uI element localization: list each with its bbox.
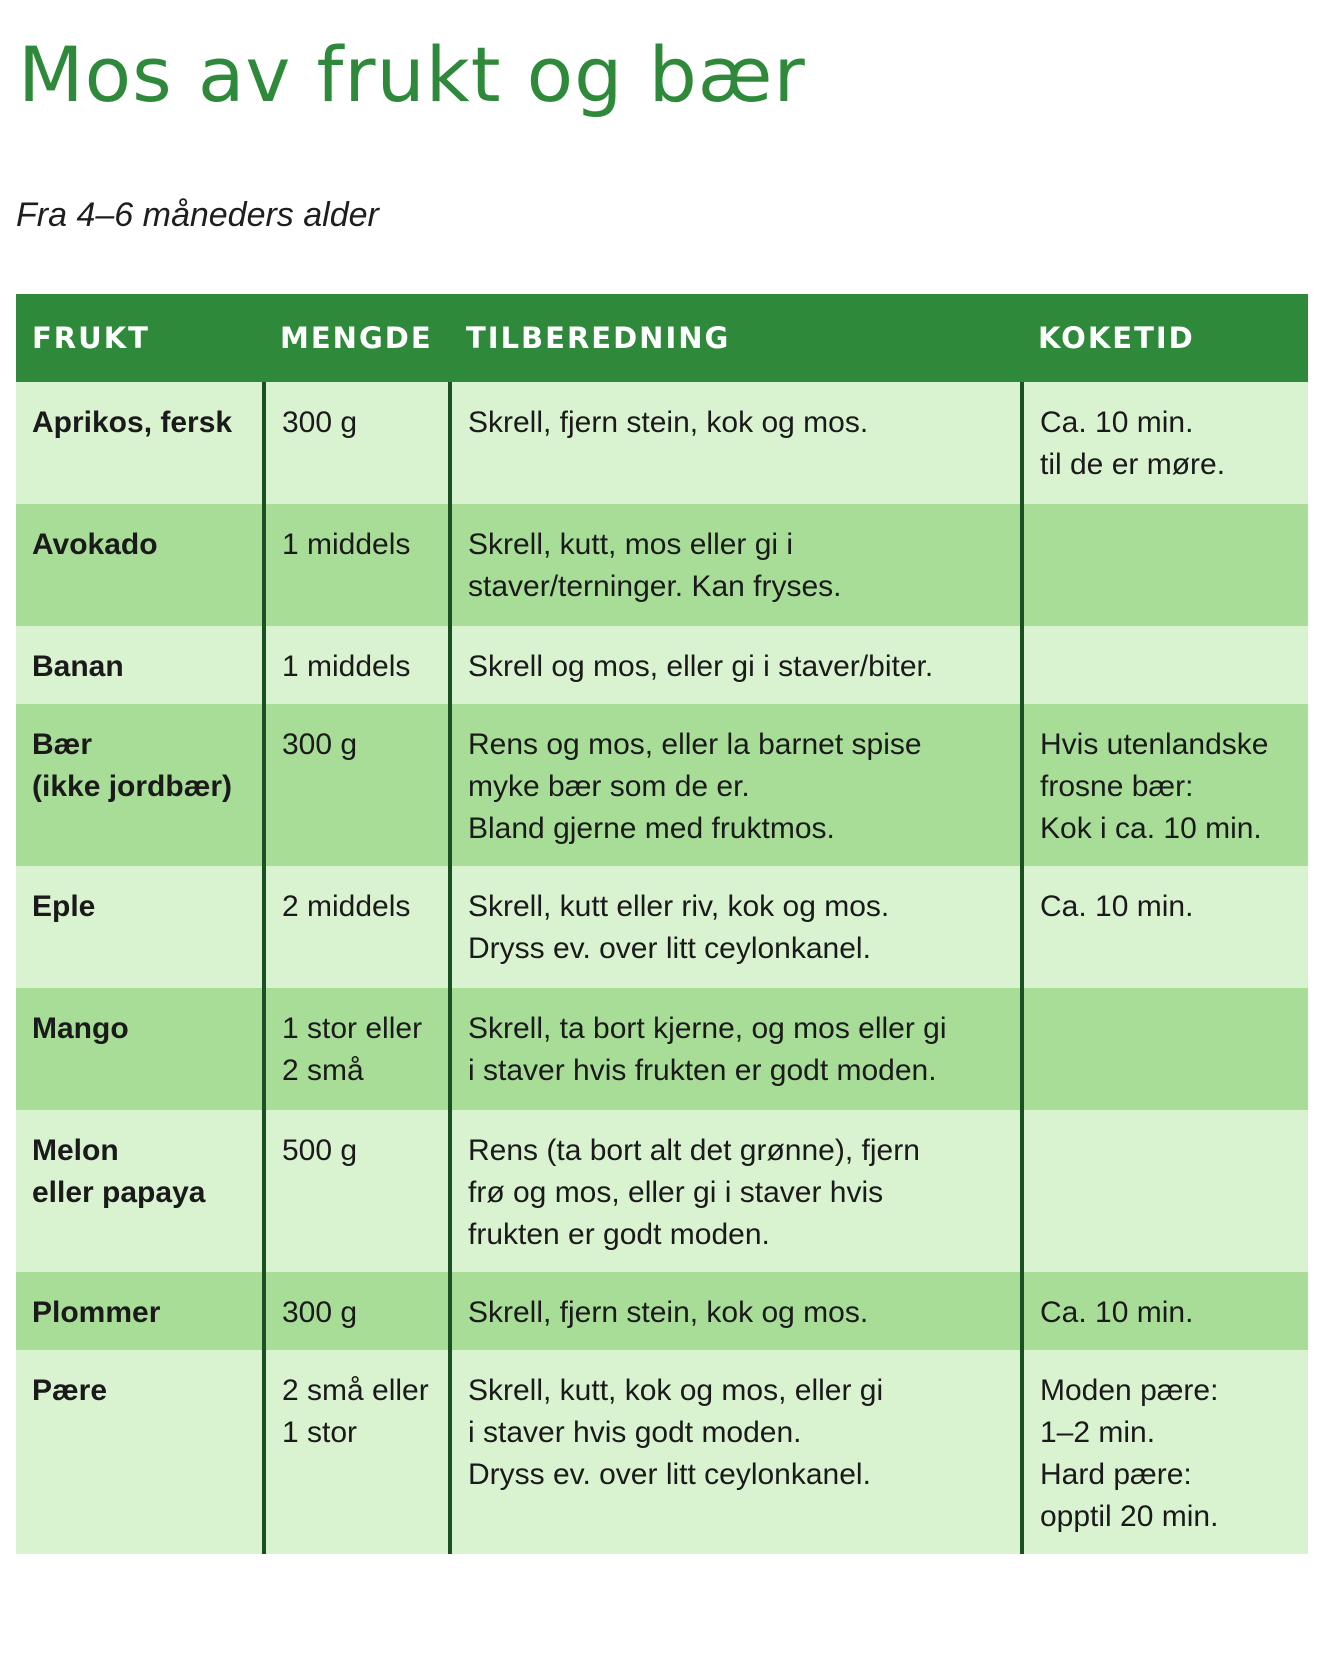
cell-frukt [16,504,264,626]
cell-koketid-line: frosne bær: [1040,770,1194,803]
cell-frukt-line: Pære [32,1374,108,1407]
cell-tilberedning-line: Skrell, fjern stein, kok og mos. [468,406,869,439]
cell-koketid [1022,704,1308,866]
cell-tilberedning-line: Dryss ev. over litt ceylonkanel. [468,932,871,965]
cell-tilberedning [450,1350,1022,1554]
table-row [16,704,1308,866]
cell-koketid-line: Ca. 10 min. [1040,1296,1194,1329]
cell-koketid-line: Ca. 10 min. [1040,406,1194,439]
table-body [16,382,1308,1554]
column-header-koketid: KOKETID [1038,321,1195,355]
cell-frukt-line: Plommer [32,1296,161,1329]
cell-frukt-line: Melon [32,1134,119,1167]
cell-mengde [264,504,450,626]
cell-koketid-line: 1–2 min. [1040,1416,1156,1449]
cell-tilberedning-line: i staver hvis frukten er godt moden. [468,1054,937,1087]
cell-tilberedning-line: frukten er godt moden. [468,1218,770,1251]
cell-tilberedning-line: Rens og mos, eller la barnet spise [468,728,922,761]
cell-tilberedning-line: Skrell og mos, eller gi i staver/biter. [468,650,934,683]
cell-frukt-line: eller papaya [32,1176,206,1209]
cell-frukt [16,988,264,1110]
cell-frukt [16,626,264,704]
cell-frukt [16,382,264,504]
cell-mengde-line: 2 små [282,1054,364,1087]
cell-mengde [264,1350,450,1554]
cell-koketid-line: Hard pære: [1040,1458,1192,1491]
cell-mengde-line: 1 stor [282,1416,358,1449]
cell-mengde [264,866,450,988]
cell-koketid [1022,504,1308,626]
cell-tilberedning [450,504,1022,626]
table-row [16,1110,1308,1272]
cell-tilberedning-line: Skrell, ta bort kjerne, og mos eller gi [468,1012,947,1045]
cell-frukt [16,1350,264,1554]
cell-koketid [1022,866,1308,988]
cell-koketid [1022,988,1308,1110]
cell-frukt-line: Bær [32,728,93,761]
table-row [16,1350,1308,1554]
cell-mengde-line: 2 middels [282,890,411,923]
cell-mengde-line: 300 g [282,406,358,439]
cell-tilberedning [450,988,1022,1110]
cell-frukt [16,1272,264,1350]
cell-mengde-line: 500 g [282,1134,358,1167]
cell-frukt [16,866,264,988]
table-row [16,626,1308,704]
column-header-tilberedning: TILBEREDNING [466,321,731,355]
cell-tilberedning-line: Skrell, kutt eller riv, kok og mos. [468,890,890,923]
cell-frukt [16,1110,264,1272]
cell-tilberedning [450,626,1022,704]
cell-koketid-line: Ca. 10 min. [1040,890,1194,923]
page-title: Mos av frukt og bær [18,30,806,119]
recipe-table-container [16,294,1308,1554]
cell-tilberedning-line: i staver hvis godt moden. [468,1416,802,1449]
cell-koketid-line: Moden pære: [1040,1374,1219,1407]
cell-frukt-line: Eple [32,890,96,923]
cell-mengde [264,626,450,704]
cell-frukt-line: (ikke jordbær) [32,770,233,803]
cell-koketid-line: opptil 20 min. [1040,1500,1219,1533]
cell-frukt-line: Banan [32,650,124,683]
cell-koketid-line: Hvis utenlandske [1040,728,1269,761]
table-header-row [16,294,1308,382]
cell-koketid [1022,1350,1308,1554]
table-row [16,504,1308,626]
cell-tilberedning-line: Skrell, kutt, mos eller gi i [468,528,794,561]
cell-mengde-line: 300 g [282,1296,358,1329]
cell-tilberedning [450,382,1022,504]
cell-tilberedning-line: myke bær som de er. [468,770,750,803]
cell-frukt-line: Avokado [32,528,158,561]
cell-mengde [264,1110,450,1272]
cell-tilberedning [450,704,1022,866]
cell-tilberedning [450,866,1022,988]
cell-tilberedning-line: Rens (ta bort alt det grønne), fjern [468,1134,920,1167]
cell-mengde [264,382,450,504]
table-row [16,382,1308,504]
table-row [16,988,1308,1110]
cell-mengde [264,988,450,1110]
table-header [16,294,1308,382]
cell-koketid-line: Kok i ca. 10 min. [1040,812,1262,845]
cell-tilberedning [450,1272,1022,1350]
table-row [16,866,1308,988]
cell-tilberedning [450,1110,1022,1272]
cell-koketid [1022,382,1308,504]
cell-tilberedning-line: Skrell, kutt, kok og mos, eller gi [468,1374,884,1407]
column-header-mengde: MENGDE [280,321,433,355]
cell-mengde-line: 2 små eller [282,1374,429,1407]
cell-mengde-line: 300 g [282,728,358,761]
cell-mengde-line: 1 stor eller [282,1012,423,1045]
cell-frukt [16,704,264,866]
cell-tilberedning-line: Skrell, fjern stein, kok og mos. [468,1296,869,1329]
cell-mengde [264,704,450,866]
page-subtitle: Fra 4–6 måneders alder [16,196,379,234]
table-row [16,1272,1308,1350]
cell-tilberedning-line: staver/terninger. Kan fryses. [468,570,842,603]
column-header-frukt: FRUKT [32,321,150,355]
cell-mengde [264,1272,450,1350]
cell-koketid-line: til de er møre. [1040,448,1226,481]
cell-frukt-line: Aprikos, fersk [32,406,233,439]
recipe-table [16,294,1308,1554]
cell-koketid [1022,1110,1308,1272]
cell-koketid [1022,626,1308,704]
cell-tilberedning-line: frø og mos, eller gi i staver hvis [468,1176,884,1209]
cell-frukt-line: Mango [32,1012,129,1045]
cell-tilberedning-line: Bland gjerne med fruktmos. [468,812,835,845]
cell-mengde-line: 1 middels [282,650,411,683]
cell-tilberedning-line: Dryss ev. over litt ceylonkanel. [468,1458,871,1491]
cell-mengde-line: 1 middels [282,528,411,561]
cell-koketid [1022,1272,1308,1350]
